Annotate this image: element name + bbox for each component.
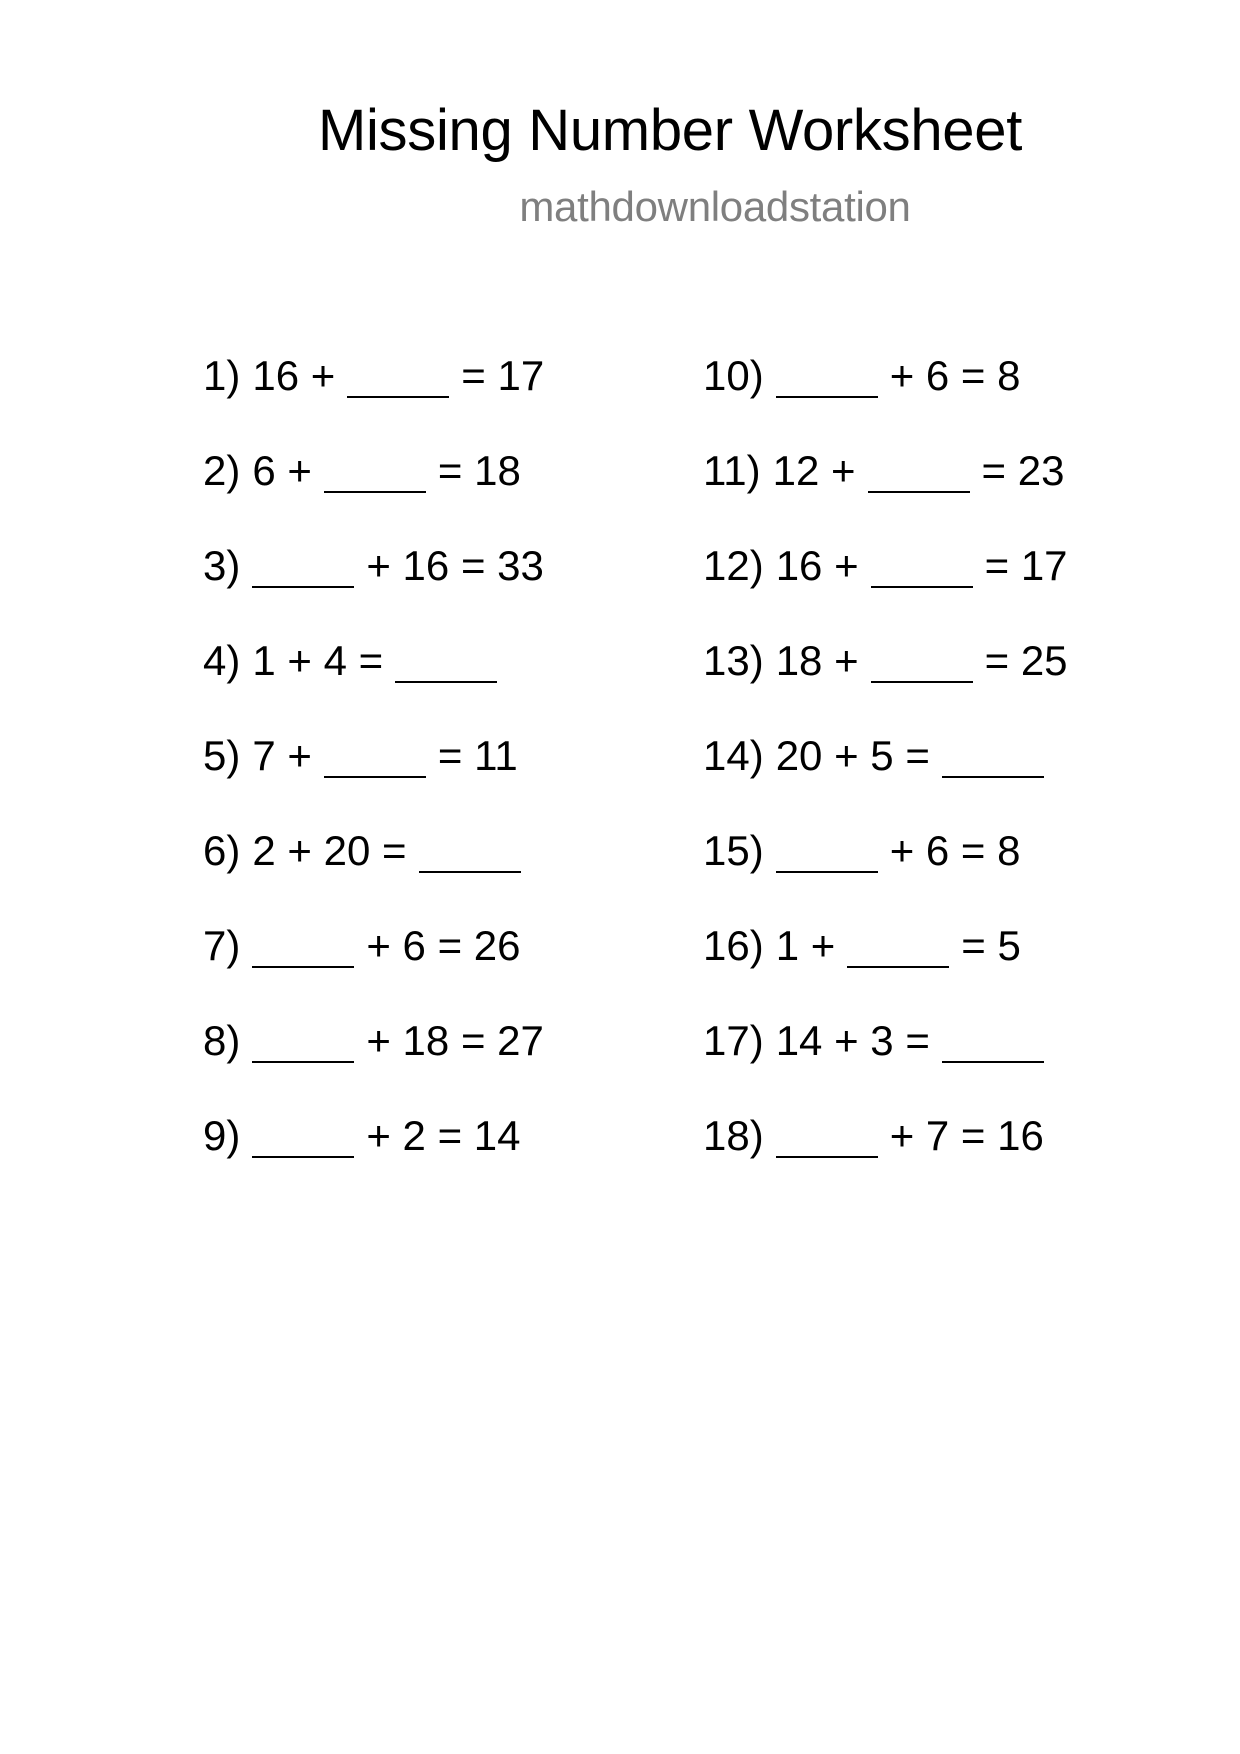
problem-after: + 6 = 8 [889,352,1021,399]
problem-number: 15) [703,827,764,874]
problem-2 [203,445,544,540]
problem-number: 6) [203,827,241,874]
problem-number: 17) [703,1017,764,1064]
problem-number: 7) [203,922,241,969]
problem-before: 12 + [772,447,856,494]
problem-number: 3) [203,542,241,589]
problem-before: 1 + [775,922,836,969]
problem-after: = 11 [437,732,518,779]
answer-blank[interactable] [942,1061,1044,1063]
problem-after: = 5 [961,922,1021,969]
problem-after: + 16 = 33 [366,542,544,589]
answer-blank[interactable] [252,1061,354,1063]
problem-number: 12) [703,542,764,589]
problem-10 [703,350,1068,445]
problem-after: = 23 [981,447,1065,494]
answer-blank[interactable] [419,871,521,873]
problem-6 [203,825,544,920]
answer-blank[interactable] [252,966,354,968]
problem-after: = 17 [461,352,545,399]
worksheet-title: Missing Number Worksheet [317,98,1023,163]
problem-before: 2 + 20 = [252,827,407,874]
answer-blank[interactable] [776,871,878,873]
problem-before: 16 + [775,542,859,589]
answer-blank[interactable] [871,681,973,683]
problem-13 [703,635,1068,730]
problem-3 [203,540,544,635]
problem-number: 18) [703,1112,764,1159]
answer-blank[interactable] [871,586,973,588]
answer-blank[interactable] [847,966,949,968]
answer-blank[interactable] [395,681,497,683]
worksheet-subtitle: mathdownloadstation [519,183,911,230]
problem-number: 11) [703,447,761,494]
problems-column-right [703,350,1068,1205]
answer-blank[interactable] [776,396,878,398]
problem-number: 4) [203,637,241,684]
problem-after: = 25 [984,637,1068,684]
problem-14 [703,730,1068,825]
problem-8 [203,1015,544,1110]
problem-number: 14) [703,732,764,779]
problem-16 [703,920,1068,1015]
problem-before: 18 + [775,637,859,684]
problem-number: 16) [703,922,764,969]
problem-after: + 18 = 27 [366,1017,544,1064]
problem-1 [203,350,544,445]
problem-before: 20 + 5 = [775,732,930,779]
answer-blank[interactable] [776,1156,878,1158]
problem-before: 6 + [252,447,312,494]
problem-before: 14 + 3 = [775,1017,930,1064]
problem-number: 9) [203,1112,241,1159]
problem-after: = 17 [984,542,1068,589]
problem-number: 2) [203,447,241,494]
problem-after: + 2 = 14 [366,1112,521,1159]
problem-12 [703,540,1068,635]
problem-17 [703,1015,1068,1110]
problem-number: 5) [203,732,241,779]
problem-number: 10) [703,352,764,399]
problem-number: 1) [203,352,241,399]
answer-blank[interactable] [868,491,970,493]
problem-after: + 6 = 26 [366,922,521,969]
problem-5 [203,730,544,825]
problem-7 [203,920,544,1015]
problem-before: 16 + [252,352,336,399]
problem-after: = 18 [437,447,521,494]
answer-blank[interactable] [252,1156,354,1158]
problem-number: 8) [203,1017,241,1064]
problem-before: 7 + [252,732,312,779]
answer-blank[interactable] [324,776,426,778]
problem-9 [203,1110,544,1205]
problem-18 [703,1110,1068,1205]
problem-15 [703,825,1068,920]
answer-blank[interactable] [347,396,449,398]
problem-number: 13) [703,637,764,684]
problem-after: + 7 = 16 [889,1112,1044,1159]
problem-before: 1 + 4 = [252,637,384,684]
problem-11 [703,445,1068,540]
answer-blank[interactable] [324,491,426,493]
answer-blank[interactable] [252,586,354,588]
problems-column-left [203,350,544,1205]
problem-after: + 6 = 8 [889,827,1021,874]
problem-4 [203,635,544,730]
answer-blank[interactable] [942,776,1044,778]
